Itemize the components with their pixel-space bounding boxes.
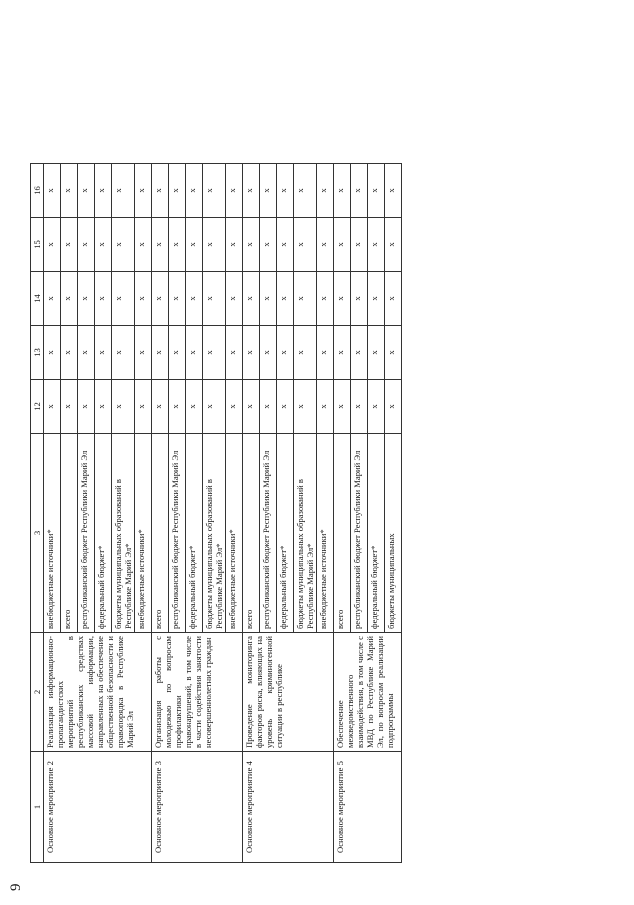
value-cell: x bbox=[334, 164, 351, 218]
measure-code: Основное мероприятие 3 bbox=[152, 752, 243, 863]
value-cell: x bbox=[61, 380, 78, 434]
funding-source: всего bbox=[152, 434, 169, 633]
value-cell: x bbox=[260, 326, 277, 380]
value-cell: x bbox=[260, 164, 277, 218]
funding-source: внебюджетные источники* bbox=[226, 434, 243, 633]
funding-source: внебюджетные источники* bbox=[44, 434, 61, 633]
value-cell: x bbox=[203, 380, 226, 434]
table-header bbox=[31, 164, 44, 863]
value-cell: x bbox=[169, 218, 186, 272]
value-cell: x bbox=[61, 218, 78, 272]
page-number: 9 bbox=[8, 883, 24, 891]
value-cell: x bbox=[186, 326, 203, 380]
value-cell: x bbox=[317, 326, 334, 380]
value-cell: x bbox=[294, 272, 317, 326]
value-cell: x bbox=[385, 218, 402, 272]
value-cell: x bbox=[186, 380, 203, 434]
value-cell: x bbox=[317, 218, 334, 272]
value-cell: x bbox=[294, 218, 317, 272]
measure-name: Обеспечение межведомственного взаимодействия, в том числе с МВД по Республике Марий Эл, по вопросам реализации подпрограммы bbox=[334, 633, 402, 752]
value-cell: x bbox=[152, 326, 169, 380]
column-header: 15 bbox=[31, 218, 44, 272]
value-cell: x bbox=[351, 218, 368, 272]
value-cell: x bbox=[112, 326, 135, 380]
value-cell: x bbox=[44, 380, 61, 434]
measure-code: Основное мероприятие 4 bbox=[243, 752, 334, 863]
value-cell: x bbox=[135, 164, 152, 218]
value-cell: x bbox=[351, 380, 368, 434]
funding-source: федеральный бюджет* bbox=[186, 434, 203, 633]
value-cell: x bbox=[44, 218, 61, 272]
value-cell: x bbox=[112, 272, 135, 326]
value-cell: x bbox=[277, 326, 294, 380]
value-cell: x bbox=[317, 272, 334, 326]
value-cell: x bbox=[203, 164, 226, 218]
value-cell: x bbox=[334, 272, 351, 326]
value-cell: x bbox=[186, 164, 203, 218]
funding-source: бюджеты муниципальных образований в Республике Марий Эл* bbox=[112, 434, 135, 633]
value-cell: x bbox=[243, 164, 260, 218]
value-cell: x bbox=[169, 380, 186, 434]
table-row bbox=[152, 164, 169, 863]
value-cell: x bbox=[169, 326, 186, 380]
table-row bbox=[243, 164, 260, 863]
measure-code: Основное мероприятие 5 bbox=[334, 752, 402, 863]
value-cell: x bbox=[135, 326, 152, 380]
funding-source: республиканский бюджет Республики Марий Эл bbox=[169, 434, 186, 633]
value-cell: x bbox=[385, 326, 402, 380]
value-cell: x bbox=[186, 272, 203, 326]
funding-source: республиканский бюджет Республики Марий Эл bbox=[78, 434, 95, 633]
value-cell: x bbox=[61, 326, 78, 380]
value-cell: x bbox=[243, 326, 260, 380]
value-cell: x bbox=[61, 272, 78, 326]
value-cell: x bbox=[226, 326, 243, 380]
value-cell: x bbox=[95, 326, 112, 380]
value-cell: x bbox=[351, 326, 368, 380]
value-cell: x bbox=[385, 164, 402, 218]
value-cell: x bbox=[203, 272, 226, 326]
value-cell: x bbox=[203, 326, 226, 380]
value-cell: x bbox=[277, 218, 294, 272]
value-cell: x bbox=[351, 272, 368, 326]
value-cell: x bbox=[186, 218, 203, 272]
value-cell: x bbox=[135, 380, 152, 434]
value-cell: x bbox=[243, 380, 260, 434]
value-cell: x bbox=[334, 218, 351, 272]
column-header: 14 bbox=[31, 272, 44, 326]
funding-source: республиканский бюджет Республики Марий Эл bbox=[351, 434, 368, 633]
value-cell: x bbox=[277, 380, 294, 434]
value-cell: x bbox=[169, 164, 186, 218]
funding-source: бюджеты муниципальных образований в Республике Марий Эл* bbox=[294, 434, 317, 633]
value-cell: x bbox=[260, 218, 277, 272]
value-cell: x bbox=[368, 218, 385, 272]
value-cell: x bbox=[226, 164, 243, 218]
header-row bbox=[31, 164, 44, 863]
table-row bbox=[44, 164, 61, 863]
value-cell: x bbox=[277, 272, 294, 326]
value-cell: x bbox=[44, 326, 61, 380]
value-cell: x bbox=[78, 380, 95, 434]
column-header: 3 bbox=[31, 434, 44, 633]
value-cell: x bbox=[317, 164, 334, 218]
value-cell: x bbox=[294, 164, 317, 218]
value-cell: x bbox=[385, 272, 402, 326]
value-cell: x bbox=[334, 326, 351, 380]
value-cell: x bbox=[78, 272, 95, 326]
value-cell: x bbox=[152, 380, 169, 434]
column-header: 2 bbox=[31, 633, 44, 752]
value-cell: x bbox=[95, 380, 112, 434]
value-cell: x bbox=[112, 218, 135, 272]
funding-source: всего bbox=[61, 434, 78, 633]
funding-source: федеральный бюджет* bbox=[95, 434, 112, 633]
value-cell: x bbox=[226, 380, 243, 434]
value-cell: x bbox=[44, 272, 61, 326]
funding-source: внебюджетные источники* bbox=[135, 434, 152, 633]
measure-name: Реализация информационно-пропагандистских мероприятий в республиканских средствах массовой информации, направленных на обеспечение общественной безопасности и правопорядка в Республике Марий Эл bbox=[44, 633, 152, 752]
value-cell: x bbox=[169, 272, 186, 326]
value-cell: x bbox=[135, 218, 152, 272]
value-cell: x bbox=[226, 272, 243, 326]
funding-source: всего bbox=[243, 434, 260, 633]
value-cell: x bbox=[78, 326, 95, 380]
column-header: 13 bbox=[31, 326, 44, 380]
value-cell: x bbox=[112, 380, 135, 434]
measure-name: Проведение мониторинга факторов риска, влияющих на уровень криминогенной ситуации в республике bbox=[243, 633, 334, 752]
value-cell: x bbox=[203, 218, 226, 272]
value-cell: x bbox=[277, 164, 294, 218]
value-cell: x bbox=[152, 272, 169, 326]
funding-source: федеральный бюджет* bbox=[277, 434, 294, 633]
value-cell: x bbox=[317, 380, 334, 434]
value-cell: x bbox=[260, 380, 277, 434]
funding-source: федеральный бюджет* bbox=[368, 434, 385, 633]
value-cell: x bbox=[95, 272, 112, 326]
value-cell: x bbox=[243, 272, 260, 326]
column-header: 16 bbox=[31, 164, 44, 218]
value-cell: x bbox=[368, 326, 385, 380]
value-cell: x bbox=[368, 164, 385, 218]
value-cell: x bbox=[61, 164, 78, 218]
value-cell: x bbox=[260, 272, 277, 326]
funding-source: бюджеты муниципальных образований в Республике Марий Эл* bbox=[203, 434, 226, 633]
value-cell: x bbox=[152, 218, 169, 272]
value-cell: x bbox=[112, 164, 135, 218]
value-cell: x bbox=[368, 272, 385, 326]
funding-source: всего bbox=[334, 434, 351, 633]
value-cell: x bbox=[135, 272, 152, 326]
funding-source: республиканский бюджет Республики Марий Эл bbox=[260, 434, 277, 633]
column-header: 12 bbox=[31, 380, 44, 434]
column-header: 1 bbox=[31, 752, 44, 863]
funding-table bbox=[30, 163, 402, 863]
table-row bbox=[334, 164, 351, 863]
value-cell: x bbox=[95, 218, 112, 272]
table-body bbox=[44, 164, 402, 863]
value-cell: x bbox=[368, 380, 385, 434]
value-cell: x bbox=[226, 218, 243, 272]
funding-source: внебюджетные источники* bbox=[317, 434, 334, 633]
value-cell: x bbox=[44, 164, 61, 218]
value-cell: x bbox=[78, 164, 95, 218]
value-cell: x bbox=[243, 218, 260, 272]
funding-source: бюджеты муниципальных bbox=[385, 434, 402, 633]
measure-code: Основное мероприятие 2 bbox=[44, 752, 152, 863]
value-cell: x bbox=[385, 380, 402, 434]
value-cell: x bbox=[152, 164, 169, 218]
value-cell: x bbox=[294, 380, 317, 434]
value-cell: x bbox=[334, 380, 351, 434]
value-cell: x bbox=[78, 218, 95, 272]
value-cell: x bbox=[95, 164, 112, 218]
value-cell: x bbox=[351, 164, 368, 218]
value-cell: x bbox=[294, 326, 317, 380]
measure-name: Организация работы с молодежью по вопросам профилактики правонарушений, в том числе в части содействия занятости несовершеннолетних граждан bbox=[152, 633, 243, 752]
